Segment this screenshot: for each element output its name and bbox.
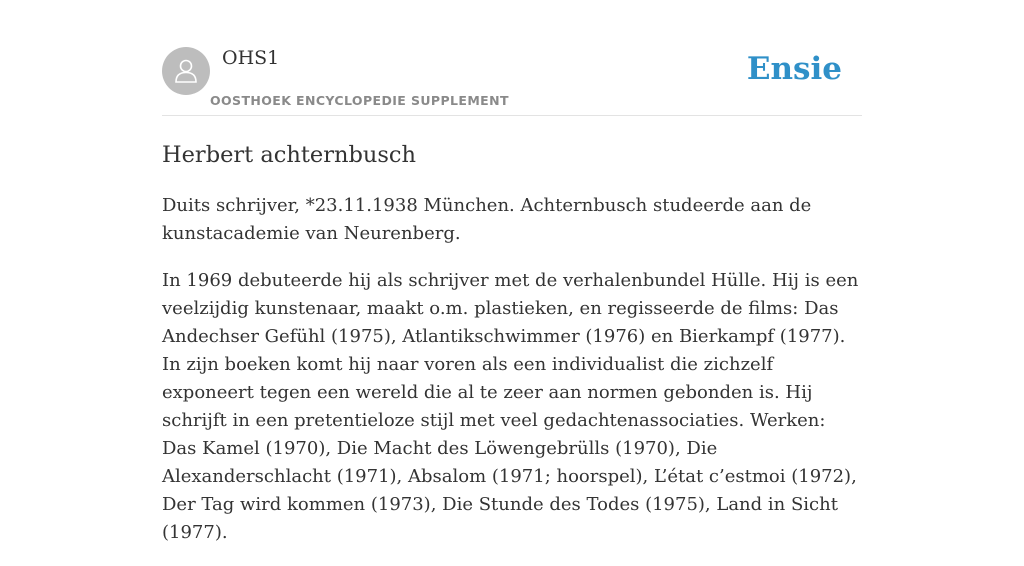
user-icon — [171, 56, 201, 86]
article-paragraph: Duits schrijver, *23.11.1938 München. Achternbusch studeerde aan de kunstacademie van Neurenberg. — [162, 195, 812, 244]
username[interactable]: OHS1 — [222, 47, 280, 69]
article-paragraph: In 1969 debuteerde hij als schrijver met de verhalenbundel Hülle. Hij is een veelzijdig kunstenaar, maakt o.m. plastieken, en regisseerde de films: Das Andechser Gefühl (1975), Atlantikschwimmer (1976) en Bierkampf (1977). In zijn boeken komt hij naar voren als een individualist die zichzelf exponeert tegen een wereld die al te zeer aan normen gebonden is. Hij schrijft in een pretentieloze stijl met veel gedachtenassociaties. Werken: Das Kamel (1970), Die Macht des Löwengebrülls (1970), Die Alexanderschlacht (1971), Absalom (1971; hoorspel), L’état c’estmoi (1972), Der Tag wird kommen (1973), Die Stunde des Todes (1975), Land in Sicht (1977). — [162, 270, 859, 543]
article-title: Herbert achternbusch — [162, 142, 417, 168]
avatar[interactable] — [162, 47, 210, 95]
article-body — [162, 192, 864, 566]
site-logo[interactable]: Ensie — [746, 51, 842, 87]
source-label[interactable]: OOSTHOEK ENCYCLOPEDIE SUPPLEMENT — [210, 93, 509, 108]
header — [162, 0, 862, 116]
